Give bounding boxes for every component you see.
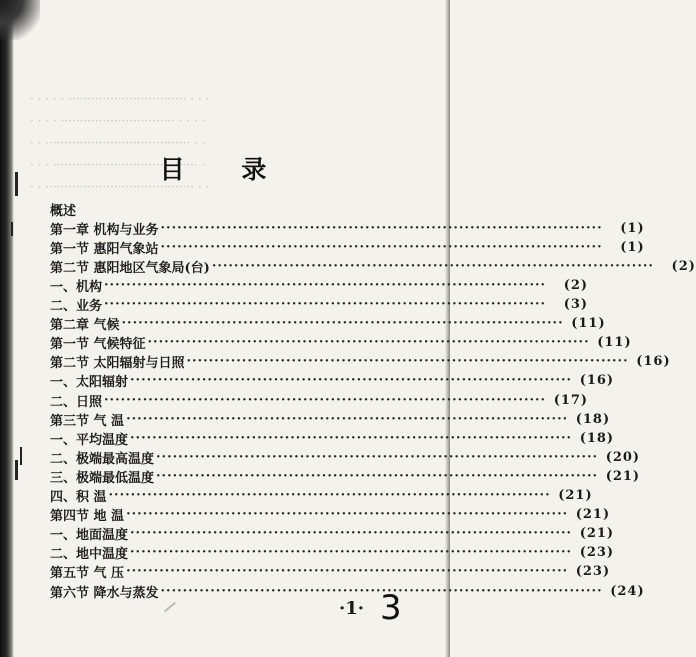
toc-leader-dots: ················································································: [104, 277, 547, 293]
toc-entry-page: (11): [597, 335, 632, 351]
toc-leader-dots: ················································································: [156, 449, 599, 465]
toc-entry-label: 第二节 太阳辐射与日照: [50, 356, 185, 372]
toc-leader-dots: ················································································: [147, 335, 590, 351]
toc-entry-label: 第一节 惠阳气象站: [50, 241, 159, 257]
toc-entry-page: (21): [605, 468, 641, 484]
toc-leader-dots: ················································································: [130, 430, 573, 446]
toc-leader-dots: ················································································: [160, 239, 603, 255]
toc-entry-label: 一、地面温度: [50, 528, 129, 544]
toc-leader-dots: ················································································: [211, 258, 654, 274]
toc-entry-page: (21): [575, 507, 611, 523]
toc-leader-dots: ················································································: [126, 507, 569, 523]
scan-mark: [11, 222, 13, 236]
toc-entry-page: (2): [563, 277, 589, 293]
toc-leader-dots: ················································································: [104, 392, 547, 408]
toc-entry-page: (21): [558, 488, 593, 503]
toc-leader-dots: ················································································: [104, 297, 547, 312]
toc-entry-page: (16): [636, 354, 671, 370]
toc-entry-page: (2): [671, 258, 696, 274]
toc-entry-page: (17): [553, 392, 589, 408]
stray-mark: [164, 602, 176, 613]
toc-leader-dots: ················································································: [186, 354, 629, 370]
toc-entry-label: 第一章 机构与业务: [50, 222, 159, 238]
toc-entry-label: 二、业务: [50, 299, 103, 314]
scan-mark: [15, 172, 18, 196]
toc-entry-label: 第二节 惠阳地区气象局(台): [50, 260, 210, 276]
handwritten-number: 3: [380, 588, 402, 628]
page-left-shadow: [0, 0, 14, 657]
scan-corner-shadow: [0, 0, 40, 40]
toc-entry-page: (16): [579, 373, 615, 389]
scan-mark: [15, 460, 18, 480]
toc-leader-dots: ················································································: [130, 545, 573, 561]
toc-entry-label: 第一节 气候特征: [50, 337, 146, 353]
bleed-through-text: · · · · · ······························· · · · · · · · ······························ · · · · · · ······································ · · · · · ······································ · · · ······································· · ·: [30, 92, 210, 194]
toc-entry-label: 第五节 气 压: [50, 566, 125, 582]
toc-leader-dots: ················································································: [108, 488, 551, 503]
toc-entry-page: (1): [620, 239, 645, 255]
toc-entry-label: 一、平均温度: [50, 432, 129, 448]
toc-entry-label: 概述: [50, 203, 77, 219]
toc-entry-page: (21): [579, 526, 615, 542]
toc-entry-label: 一、机构: [50, 279, 103, 295]
toc-entry-page: (18): [575, 411, 611, 427]
toc-entry-page: (24): [610, 583, 645, 599]
toc-entry-page: (1): [620, 220, 645, 236]
toc-leader-dots: ················································································: [160, 583, 603, 599]
scan-mark: [20, 447, 22, 465]
toc-entry-label: 三、极端最低温度: [50, 470, 155, 486]
toc-leader-dots: ················································································: [156, 468, 599, 484]
toc-entry-page: (20): [605, 449, 641, 465]
toc-entry-label: 第四节 地 温: [50, 509, 125, 525]
page-number: ·1·: [339, 598, 365, 619]
toc-leader-dots: ················································································: [130, 526, 573, 542]
toc-entry-label: 第六节 降水与蒸发: [50, 585, 159, 601]
toc-entry-page: (3): [563, 297, 589, 312]
toc-leader-dots: ················································································: [126, 564, 569, 580]
page-title: 目 录: [159, 155, 291, 184]
toc-leader-dots: ················································································: [160, 220, 603, 236]
toc-entry-label: 二、日照: [50, 394, 103, 410]
toc-entry-label: 第三节 气 温: [50, 413, 125, 429]
toc-leader-dots: ················································································: [121, 316, 564, 332]
toc-leader-dots: ················································································: [130, 373, 573, 389]
toc-entry-label: 第二章 气候: [50, 318, 120, 334]
toc-entry-label: 一、太阳辐射: [50, 375, 129, 391]
toc-leader-dots: ················································································: [126, 411, 569, 427]
toc-entry-page: (23): [579, 545, 615, 561]
toc-entry-label: 二、地中温度: [50, 547, 129, 563]
toc-entry-label: 二、极端最高温度: [50, 451, 155, 467]
toc-entry-page: (23): [575, 564, 611, 580]
toc-entry-page: (11): [571, 316, 606, 332]
toc-entry-page: (18): [579, 430, 615, 446]
toc-entry-label: 四、积 温: [50, 490, 107, 505]
